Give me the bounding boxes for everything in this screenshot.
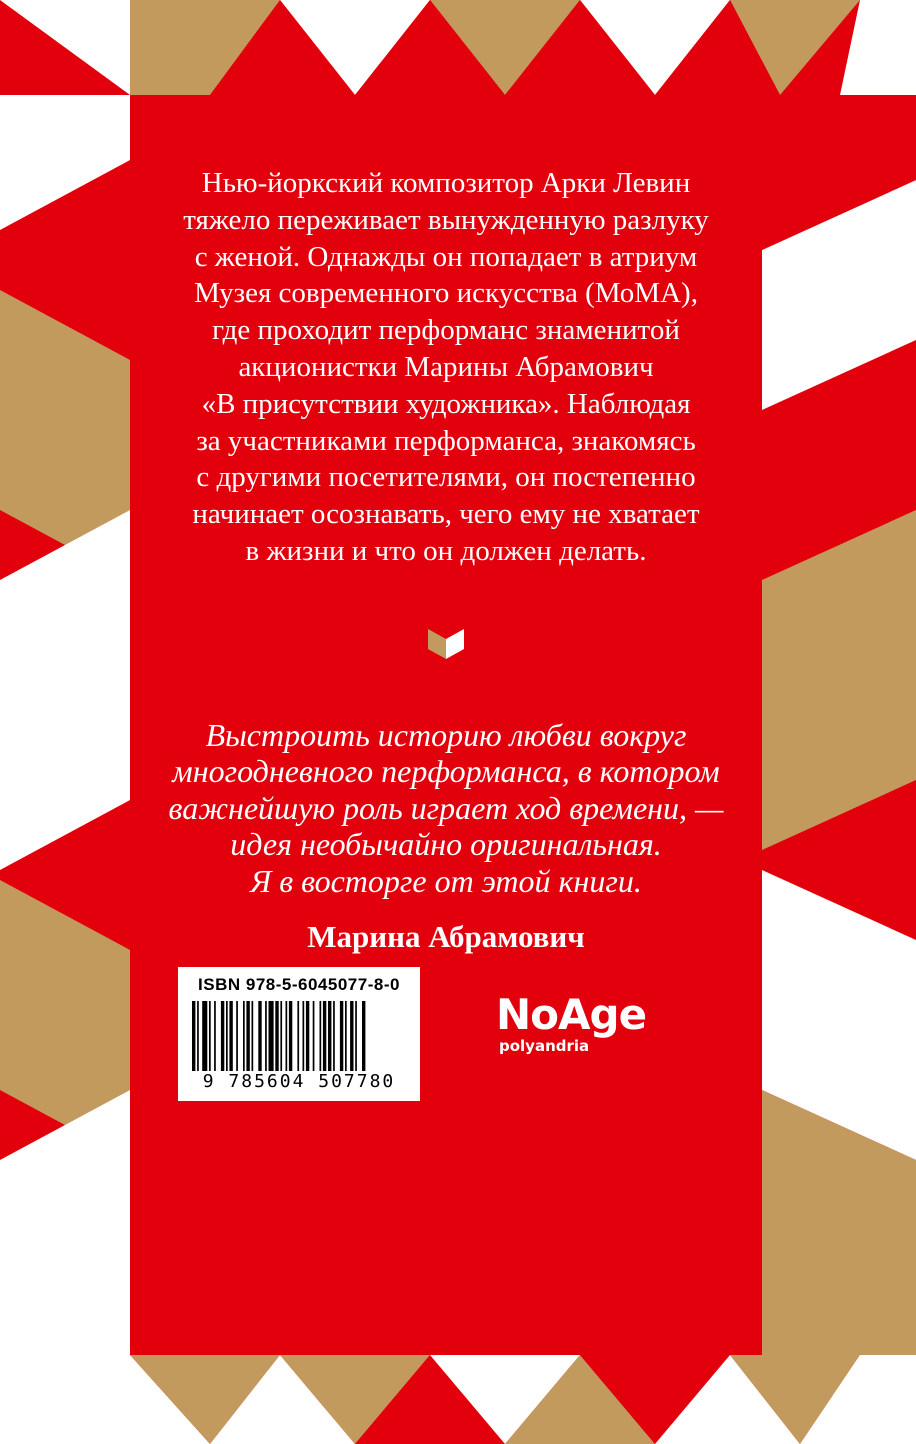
barcode-bar — [323, 1001, 326, 1071]
barcode-bar — [345, 1001, 347, 1071]
quote-line: многодневного перформанса, в котором — [172, 753, 720, 790]
isbn-barcode — [178, 967, 420, 1101]
barcode-bar — [226, 1001, 228, 1071]
barcode-bar — [355, 1001, 357, 1071]
barcode-bar — [280, 1001, 282, 1071]
barcode-bar — [229, 1001, 232, 1071]
description-line: в жизни и что он должен делать. — [245, 534, 647, 567]
description-line: начинает осознавать, чего ему не хватает — [192, 498, 700, 531]
barcode-bar — [269, 1001, 274, 1071]
quote-author: Марина Абрамович — [307, 919, 585, 954]
quote-line: Выстроить историю любви вокруг — [205, 717, 687, 753]
publisher-logo — [496, 990, 647, 1055]
barcode-bar — [192, 1001, 195, 1071]
barcode-digits: 9 785604 507780 — [202, 1071, 396, 1092]
quote-line: Я в восторге от этой книги. — [250, 862, 642, 899]
description-line: акционистки Марины Абрамович — [238, 350, 654, 383]
barcode-bar — [320, 1001, 322, 1071]
description-line: Музея современного искусства (МоМА), — [194, 277, 698, 310]
publisher-name: polyandria — [499, 1037, 590, 1055]
barcode-bar — [258, 1001, 261, 1071]
description-line: Нью-йоркский композитор Арки Левин — [201, 167, 691, 199]
isbn-label: ISBN 978-5-6045077-8-0 — [198, 975, 400, 994]
description-line: тяжело переживает вынужденную разлуку — [183, 203, 709, 236]
barcode-bar — [333, 1001, 335, 1071]
barcode-bar — [340, 1001, 343, 1071]
barcode-bar — [286, 1001, 288, 1071]
barcode-bar — [252, 1001, 254, 1071]
quote-line: важнейшую роль играет ход времени, — — [168, 789, 724, 826]
barcode-bar — [306, 1001, 309, 1071]
description-line: «В присутствии художника». Наблюдая — [201, 387, 691, 420]
barcode-bar — [303, 1001, 305, 1071]
imprint-name: NoAge — [496, 990, 647, 1039]
barcode-bar — [275, 1001, 278, 1071]
barcode-bar — [350, 1001, 353, 1071]
barcode-bar — [289, 1001, 292, 1071]
book-description — [130, 165, 762, 570]
quote-line: идея необычайно оригинальная. — [230, 826, 662, 863]
barcode-bar — [246, 1001, 249, 1071]
description-line: за участниками перформанса, знакомясь — [196, 424, 696, 457]
review-quote — [130, 717, 762, 899]
barcode-bar — [214, 1001, 216, 1071]
barcode-bar — [236, 1001, 238, 1071]
description-line: где проходит перформанс знаменитой — [212, 314, 680, 347]
barcode-bar — [243, 1001, 245, 1071]
barcode-bar — [202, 1001, 207, 1071]
barcode-bar — [209, 1001, 211, 1071]
barcode-bar — [313, 1001, 315, 1071]
content-panel — [130, 95, 762, 1355]
barcode-bar — [221, 1001, 224, 1071]
barcode-bar — [197, 1001, 199, 1071]
barcode-bar — [265, 1001, 267, 1071]
description-line: с другими посетителями, он постепенно — [196, 461, 696, 494]
barcode-bars — [192, 1001, 406, 1071]
barcode-bar — [297, 1001, 299, 1071]
description-line: с женой. Однажды он попадает в атриум — [194, 240, 698, 273]
publisher-mark-icon — [426, 625, 466, 661]
barcode-bar — [362, 1001, 365, 1071]
barcode-bar — [328, 1001, 331, 1071]
